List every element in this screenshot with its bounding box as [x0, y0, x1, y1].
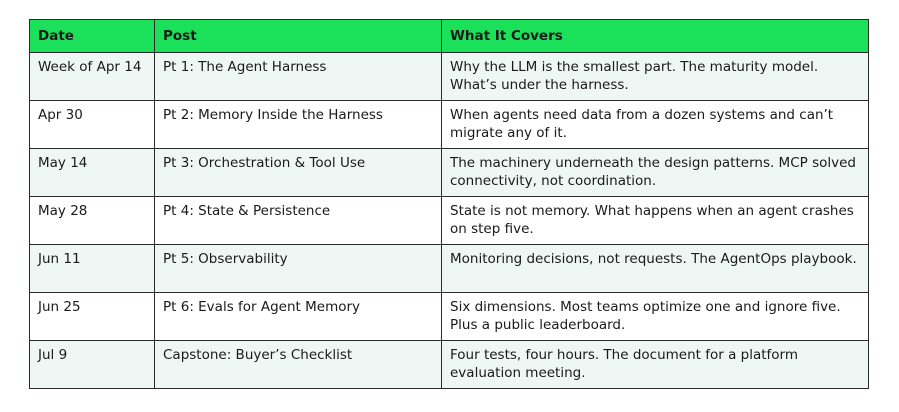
cell-covers: Monitoring decisions, not requests. The AgentOps playbook.	[442, 245, 869, 293]
table-row	[30, 101, 869, 149]
cell-covers: Four tests, four hours. The document for a platform evaluation meeting.	[442, 341, 869, 389]
cell-covers: When agents need data from a dozen systems and can’t migrate any of it.	[442, 101, 869, 149]
header-what-it-covers: What It Covers	[442, 20, 869, 53]
table-row	[30, 341, 869, 389]
cell-date: Jul 9	[30, 341, 155, 389]
cell-date: May 28	[30, 197, 155, 245]
table-row	[30, 293, 869, 341]
header-post: Post	[155, 20, 442, 53]
cell-covers: Why the LLM is the smallest part. The maturity model. What’s under the harness.	[442, 53, 869, 101]
header-row	[30, 20, 869, 53]
cell-date: Jun 25	[30, 293, 155, 341]
cell-post: Pt 5: Observability	[155, 245, 442, 293]
series-schedule-table	[29, 19, 869, 389]
table-row	[30, 197, 869, 245]
cell-date: Apr 30	[30, 101, 155, 149]
cell-post: Pt 4: State & Persistence	[155, 197, 442, 245]
cell-post: Pt 1: The Agent Harness	[155, 53, 442, 101]
table-row	[30, 245, 869, 293]
cell-post: Pt 6: Evals for Agent Memory	[155, 293, 442, 341]
cell-covers: State is not memory. What happens when an agent crashes on step five.	[442, 197, 869, 245]
table-body	[30, 53, 869, 389]
cell-post: Pt 3: Orchestration & Tool Use	[155, 149, 442, 197]
cell-covers: The machinery underneath the design patterns. MCP solved connectivity, not coordination.	[442, 149, 869, 197]
table-row	[30, 53, 869, 101]
table-header	[30, 20, 869, 53]
table-row	[30, 149, 869, 197]
cell-date: May 14	[30, 149, 155, 197]
cell-post: Capstone: Buyer’s Checklist	[155, 341, 442, 389]
cell-covers: Six dimensions. Most teams optimize one and ignore five. Plus a public leaderboard.	[442, 293, 869, 341]
cell-post: Pt 2: Memory Inside the Harness	[155, 101, 442, 149]
cell-date: Week of Apr 14	[30, 53, 155, 101]
header-date: Date	[30, 20, 155, 53]
cell-date: Jun 11	[30, 245, 155, 293]
